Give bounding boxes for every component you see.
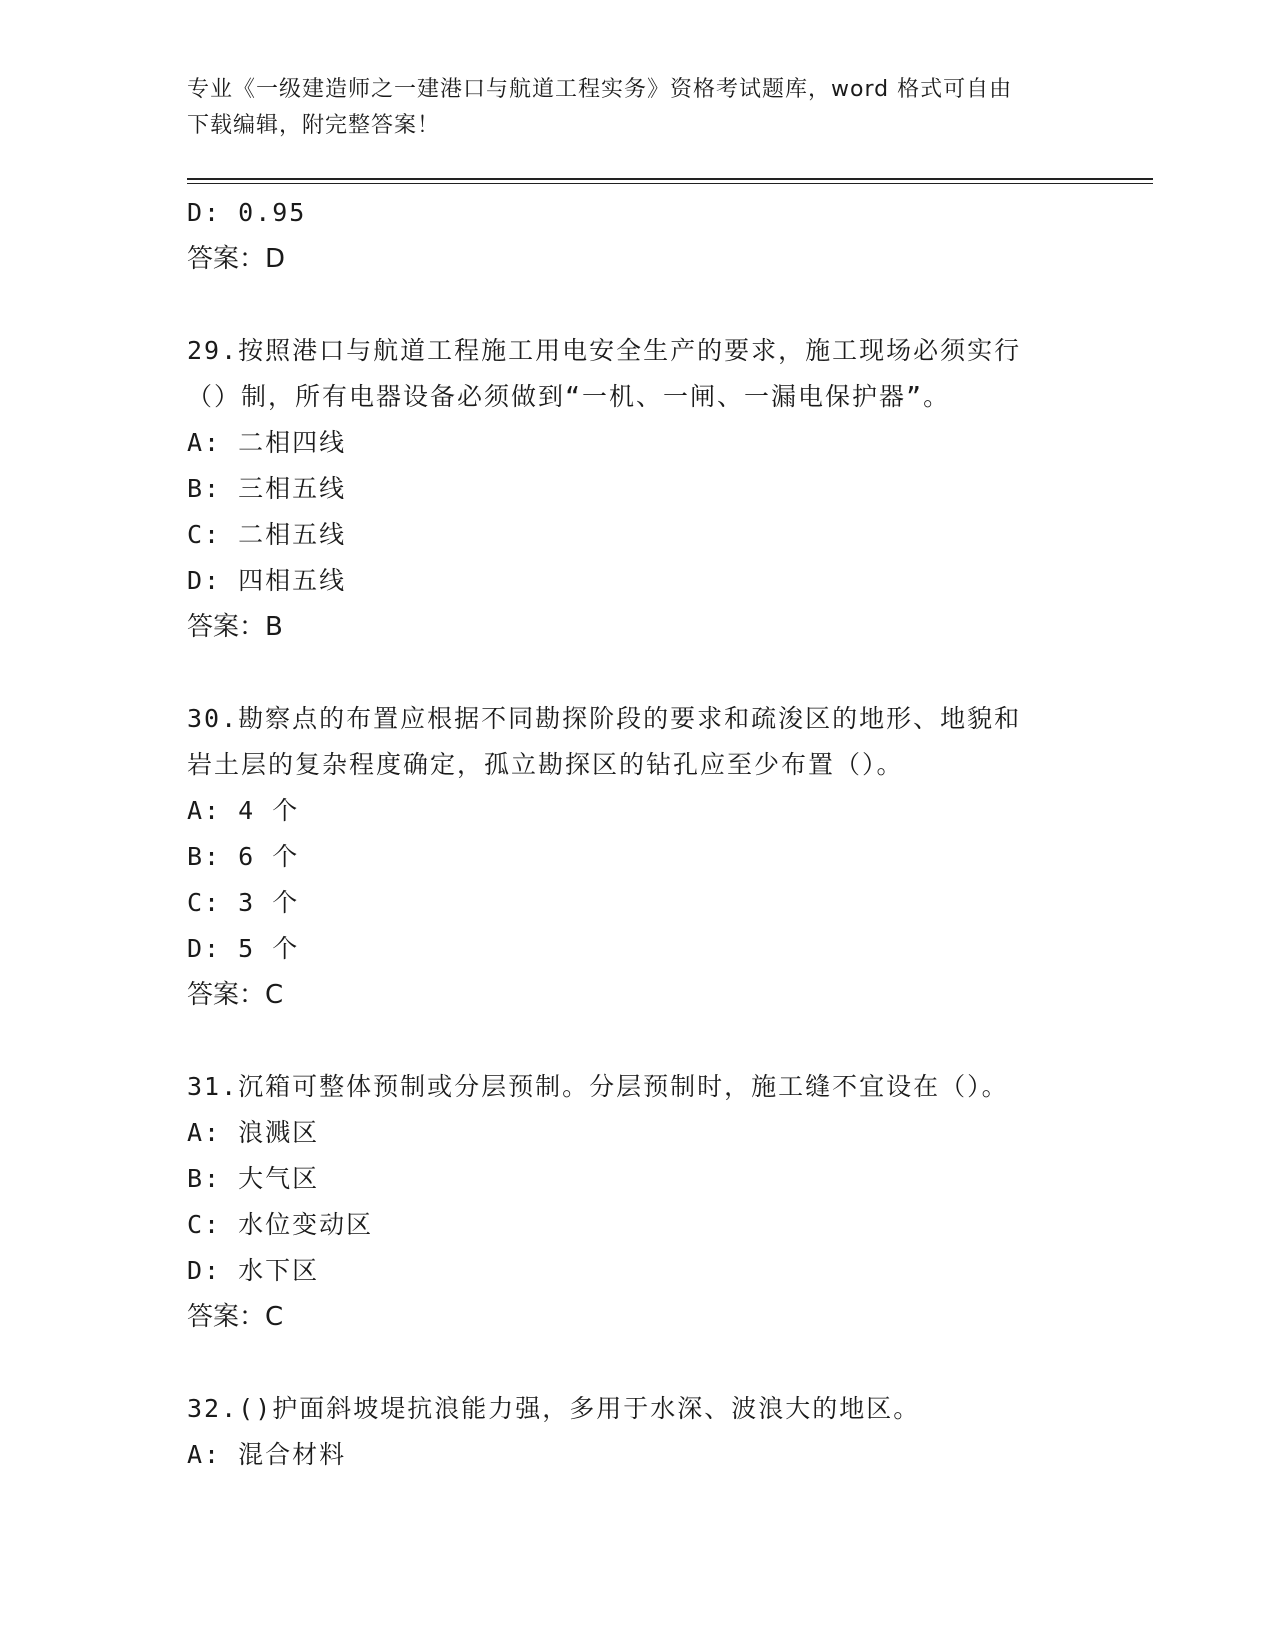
option-c: C: 3 个 [187, 888, 300, 917]
option-a: A: 浪溅区 [187, 1118, 320, 1147]
question-list [187, 190, 1087, 1478]
question-29 [187, 328, 1087, 650]
option-a: A: 二相四线 [187, 428, 347, 457]
answer: 答案：C [187, 1302, 284, 1332]
question-stem-line: 30.勘察点的布置应根据不同勘探阶段的要求和疏浚区的地形、地貌和 [187, 704, 1022, 733]
prev-answer: 答案：D [187, 244, 286, 274]
question-stem-line: 32.()护面斜坡堤抗浪能力强，多用于水深、波浪大的地区。 [187, 1394, 921, 1423]
header-rule-thin [187, 183, 1153, 184]
header-rule-thick [187, 178, 1153, 180]
spacer [187, 1340, 1087, 1386]
option-b: B: 大气区 [187, 1164, 320, 1193]
question-stem-line: 31.沉箱可整体预制或分层预制。分层预制时，施工缝不宜设在（）。 [187, 1072, 1009, 1101]
header-line-1: 专业《一级建造师之一建港口与航道工程实务》资格考试题库，word 格式可自由 [187, 77, 1013, 102]
option-c: C: 二相五线 [187, 520, 347, 549]
option-d: D: 水下区 [187, 1256, 320, 1285]
question-stem-line: （）制，所有电器设备必须做到“一机、一闸、一漏电保护器”。 [187, 382, 951, 411]
question-stem-line: 29.按照港口与航道工程施工用电安全生产的要求，施工现场必须实行 [187, 336, 1022, 365]
option-c: C: 水位变动区 [187, 1210, 374, 1239]
prev-option-d: D: 0.95 [187, 198, 307, 227]
option-a: A: 4 个 [187, 796, 300, 825]
answer: 答案：C [187, 980, 284, 1010]
question-stem-line: 岩土层的复杂程度确定，孤立勘探区的钻孔应至少布置（）。 [187, 750, 904, 779]
spacer [187, 650, 1087, 696]
option-b: B: 6 个 [187, 842, 300, 871]
answer: 答案：B [187, 612, 283, 642]
option-a: A: 混合材料 [187, 1440, 347, 1469]
option-d: D: 四相五线 [187, 566, 347, 595]
question-30 [187, 696, 1087, 1018]
header-line-2: 下载编辑，附完整答案！ [187, 113, 441, 138]
spacer [187, 1018, 1087, 1064]
option-d: D: 5 个 [187, 934, 300, 963]
question-31 [187, 1064, 1087, 1340]
question-32 [187, 1386, 1087, 1478]
document-header [187, 72, 1087, 144]
spacer [187, 282, 1087, 328]
option-b: B: 三相五线 [187, 474, 347, 503]
